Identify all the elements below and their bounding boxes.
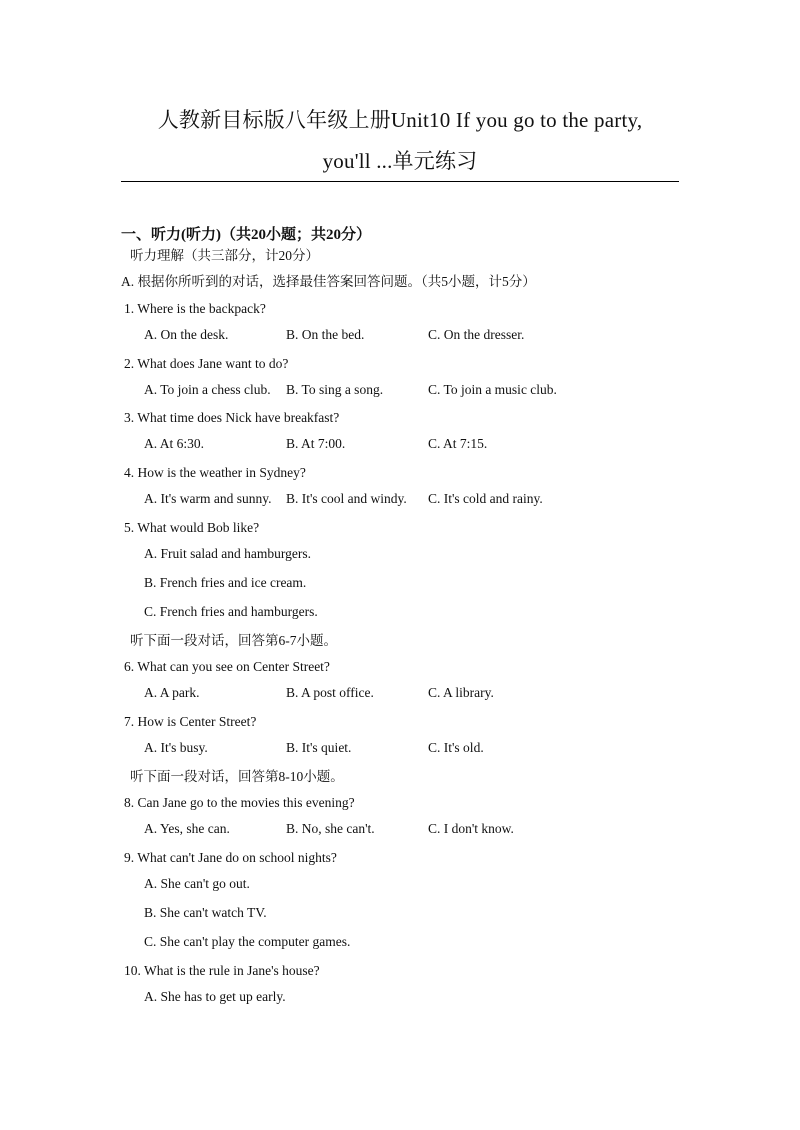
question-9-option-a: A. She can't go out.: [144, 876, 250, 891]
document-title-line-2: you'll ...单元练习: [322, 149, 478, 173]
question-8-option-c: C. I don't know.: [428, 821, 514, 836]
question-7-option-a: A. It's busy.: [144, 740, 208, 755]
question-3-option-c: C. At 7:15.: [428, 436, 488, 451]
question-8: 8. Can Jane go to the movies this evening?: [124, 795, 355, 810]
question-9-option-c: C. She can't play the computer games.: [144, 934, 351, 949]
question-8-option-a: A. Yes, she can.: [144, 821, 230, 836]
question-9: 9. What can't Jane do on school nights?: [124, 850, 337, 865]
question-3-option-b: B. At 7:00.: [286, 436, 346, 451]
question-2-option-c: C. To join a music club.: [428, 382, 557, 397]
document-title-line-1: 人教新目标版八年级上册Unit10 If you go to the party,: [157, 108, 643, 132]
question-2-option-a: A. To join a chess club.: [144, 382, 271, 397]
question-7-option-c: C. It's old.: [428, 740, 484, 755]
question-4-option-b: B. It's cool and windy.: [286, 491, 407, 506]
question-2: 2. What does Jane want to do?: [124, 356, 289, 371]
question-10-option-a: A. She has to get up early.: [144, 989, 286, 1004]
question-6-option-b: B. A post office.: [286, 685, 374, 700]
question-9-option-b: B. She can't watch TV.: [144, 905, 267, 920]
question-3-option-a: A. At 6:30.: [144, 436, 205, 451]
question-3: 3. What time does Nick have breakfast?: [124, 410, 340, 425]
question-1-option-c: C. On the dresser.: [428, 327, 525, 342]
question-6-option-a: A. A park.: [144, 685, 200, 700]
question-2-option-b: B. To sing a song.: [286, 382, 384, 397]
question-10: 10. What is the rule in Jane's house?: [124, 963, 320, 978]
question-6-option-c: C. A library.: [428, 685, 494, 700]
question-7-option-b: B. It's quiet.: [286, 740, 352, 755]
question-8-option-b: B. No, she can't.: [286, 821, 375, 836]
question-5-option-a: A. Fruit salad and hamburgers.: [144, 546, 311, 561]
question-1-option-a: A. On the desk.: [144, 327, 229, 342]
part-a-instruction: A. 根据你所听到的对话，选择最佳答案回答问题。（共5小题，计5分）: [121, 274, 536, 289]
question-6: 6. What can you see on Center Street?: [124, 659, 330, 674]
section-subheading: 听力理解（共三部分，计20分）: [130, 248, 319, 263]
title-underline: [121, 181, 679, 182]
question-1: 1. Where is the backpack?: [124, 301, 266, 316]
question-4-option-c: C. It's cold and rainy.: [428, 491, 543, 506]
dialog-instruction-6-7: 听下面一段对话，回答第6-7小题。: [130, 633, 337, 648]
dialog-instruction-8-10: 听下面一段对话，回答第8-10小题。: [130, 769, 344, 784]
question-7: 7. How is Center Street?: [124, 714, 257, 729]
question-1-option-b: B. On the bed.: [286, 327, 365, 342]
question-4-option-a: A. It's warm and sunny.: [144, 491, 272, 506]
question-4: 4. How is the weather in Sydney?: [124, 465, 306, 480]
question-5-option-c: C. French fries and hamburgers.: [144, 604, 318, 619]
question-5-option-b: B. French fries and ice cream.: [144, 575, 307, 590]
section-heading: 一、听力(听力)（共20小题；共20分）: [121, 227, 371, 243]
question-5: 5. What would Bob like?: [124, 520, 260, 535]
